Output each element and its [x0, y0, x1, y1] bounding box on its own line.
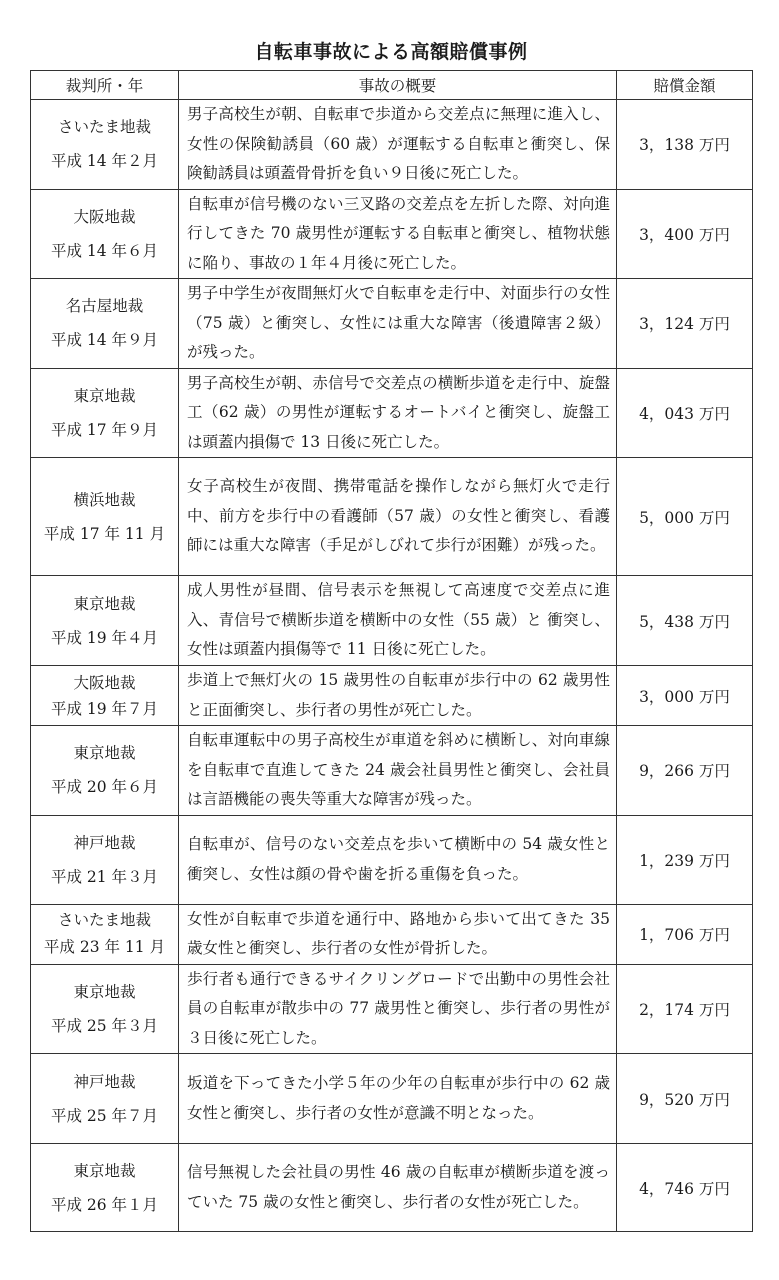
summary-cell: 男子中学生が夜間無灯火で自転車を走行中、対面歩行の女性（75 歳）と衝突し、女性には重大な障害（後遺障害２級）が残った。 [179, 279, 617, 369]
header-court-year: 裁判所・年 [31, 71, 179, 100]
court-name: 東京地裁 [73, 744, 136, 763]
court-cell [31, 189, 179, 279]
summary-cell: 自転車が、信号のない交差点を歩いて横断中の 54 歳女性と衝突し、女性は顔の骨や歯を折る重傷を負った。 [179, 815, 617, 904]
ruling-date: 平成 17 年 11 月 [43, 524, 166, 543]
header-summary: 事故の概要 [179, 71, 617, 100]
court-name: 神戸地裁 [73, 1072, 136, 1091]
court-cell [31, 458, 179, 576]
ruling-date: 平成 20 年６月 [50, 778, 159, 797]
court-cell [31, 904, 179, 964]
court-cell [31, 368, 179, 458]
court-name: 大阪地裁 [73, 207, 136, 226]
court-cell [31, 964, 179, 1054]
ruling-date: 平成 19 年７月 [50, 699, 159, 718]
court-name: さいたま地裁 [57, 911, 151, 929]
ruling-date: 平成 21 年３月 [50, 867, 159, 886]
header-amount: 賠償金額 [617, 71, 753, 100]
ruling-date: 平成 14 年２月 [50, 152, 159, 171]
ruling-date: 平成 17 年９月 [50, 420, 159, 439]
summary-cell: 歩道上で無灯火の 15 歳男性の自転車が歩行中の 62 歳男性と正面衝突し、歩行者の男性が死亡した。 [179, 666, 617, 726]
court-name: 東京地裁 [73, 1161, 136, 1180]
amount-cell: 5，000 万円 [617, 458, 753, 576]
table-row [31, 368, 753, 458]
document-page [30, 34, 752, 1232]
summary-cell: 男子高校生が朝、赤信号で交差点の横断歩道を走行中、旋盤工（62 歳）の男性が運転するオートバイと衝突し、旋盤工は頭蓋内損傷で 13 日後に死亡した。 [179, 368, 617, 458]
summary-cell: 男子高校生が朝、自転車で歩道から交差点に無理に進入し、女性の保険勧誘員（60 歳）が運転する自転車と衝突し、保険勧誘員は頭蓋骨骨折を負い９日後に死亡した。 [179, 100, 617, 190]
amount-cell: 5，438 万円 [617, 576, 753, 666]
summary-cell: 自転車が信号機のない三叉路の交差点を左折した際、対向進行してきた 70 歳男性が運転する自転車と衝突し、植物状態に陥り、事故の１年４月後に死亡した。 [179, 189, 617, 279]
court-name: 東京地裁 [73, 386, 136, 405]
court-name: 東京地裁 [73, 594, 136, 613]
court-cell [31, 666, 179, 726]
amount-cell: 3，138 万円 [617, 100, 753, 190]
court-cell [31, 100, 179, 190]
ruling-date: 平成 25 年７月 [50, 1106, 159, 1125]
amount-cell: 2，174 万円 [617, 964, 753, 1054]
table-row [31, 100, 753, 190]
ruling-date: 平成 14 年６月 [50, 241, 159, 260]
summary-cell: 女子高校生が夜間、携帯電話を操作しながら無灯火で走行中、前方を歩行中の看護師（57 歳）の女性と衝突し、看護師には重大な障害（手足がしびれて歩行が困難）が残った。 [179, 458, 617, 576]
table-row [31, 458, 753, 576]
court-name: 横浜地裁 [73, 490, 136, 509]
summary-cell: 成人男性が昼間、信号表示を無視して高速度で交差点に進入、青信号で横断歩道を横断中の女性（55 歳）と 衝突し、女性は頭蓋内損傷等で 11 日後に死亡した。 [179, 576, 617, 666]
table-row [31, 666, 753, 726]
court-name: さいたま地裁 [57, 118, 151, 137]
table-row [31, 904, 753, 964]
court-cell [31, 1054, 179, 1144]
amount-cell: 9，520 万円 [617, 1054, 753, 1144]
ruling-date: 平成 25 年３月 [50, 1016, 159, 1035]
ruling-date: 平成 23 年 11 月 [43, 938, 166, 956]
compensation-table [30, 70, 753, 1232]
court-cell [31, 815, 179, 904]
table-row [31, 726, 753, 816]
amount-cell: 4，746 万円 [617, 1144, 753, 1232]
table-row [31, 576, 753, 666]
court-name: 神戸地裁 [73, 833, 136, 852]
summary-cell: 信号無視した会社員の男性 46 歳の自転車が横断歩道を渡っていた 75 歳の女性と衝突し、歩行者の女性が死亡した。 [179, 1144, 617, 1232]
amount-cell: 3，124 万円 [617, 279, 753, 369]
amount-cell: 4，043 万円 [617, 368, 753, 458]
court-cell [31, 279, 179, 369]
table-row [31, 815, 753, 904]
summary-cell: 自転車運転中の男子高校生が車道を斜めに横断し、対向車線を自転車で直進してきた 24 歳会社員男性と衝突し、会社員は言語機能の喪失等重大な障害が残った。 [179, 726, 617, 816]
table-row [31, 1144, 753, 1232]
court-cell [31, 1144, 179, 1232]
amount-cell: 3，400 万円 [617, 189, 753, 279]
summary-cell: 歩行者も通行できるサイクリングロードで出勤中の男性会社員の自転車が散歩中の 77 歳男性と衝突し、歩行者の男性が３日後に死亡した。 [179, 964, 617, 1054]
table-header-row [31, 71, 753, 100]
summary-cell: 坂道を下ってきた小学５年の少年の自転車が歩行中の 62 歳女性と衝突し、歩行者の女性が意識不明となった。 [179, 1054, 617, 1144]
table-row [31, 1054, 753, 1144]
court-name: 大阪地裁 [73, 673, 136, 692]
court-name: 名古屋地裁 [65, 297, 144, 316]
ruling-date: 平成 19 年４月 [50, 628, 159, 647]
amount-cell: 1，239 万円 [617, 815, 753, 904]
court-cell [31, 726, 179, 816]
table-row [31, 189, 753, 279]
document-title: 自転車事故による高額賠償事例 [254, 41, 528, 63]
amount-cell: 9，266 万円 [617, 726, 753, 816]
table-row [31, 279, 753, 369]
court-name: 東京地裁 [73, 982, 136, 1001]
ruling-date: 平成 14 年９月 [50, 331, 159, 350]
ruling-date: 平成 26 年１月 [50, 1195, 159, 1214]
court-cell [31, 576, 179, 666]
summary-cell: 女性が自転車で歩道を通行中、路地から歩いて出てきた 35 歳女性と衝突し、歩行者の女性が骨折した。 [179, 904, 617, 964]
amount-cell: 1，706 万円 [617, 904, 753, 964]
amount-cell: 3，000 万円 [617, 666, 753, 726]
table-row [31, 964, 753, 1054]
